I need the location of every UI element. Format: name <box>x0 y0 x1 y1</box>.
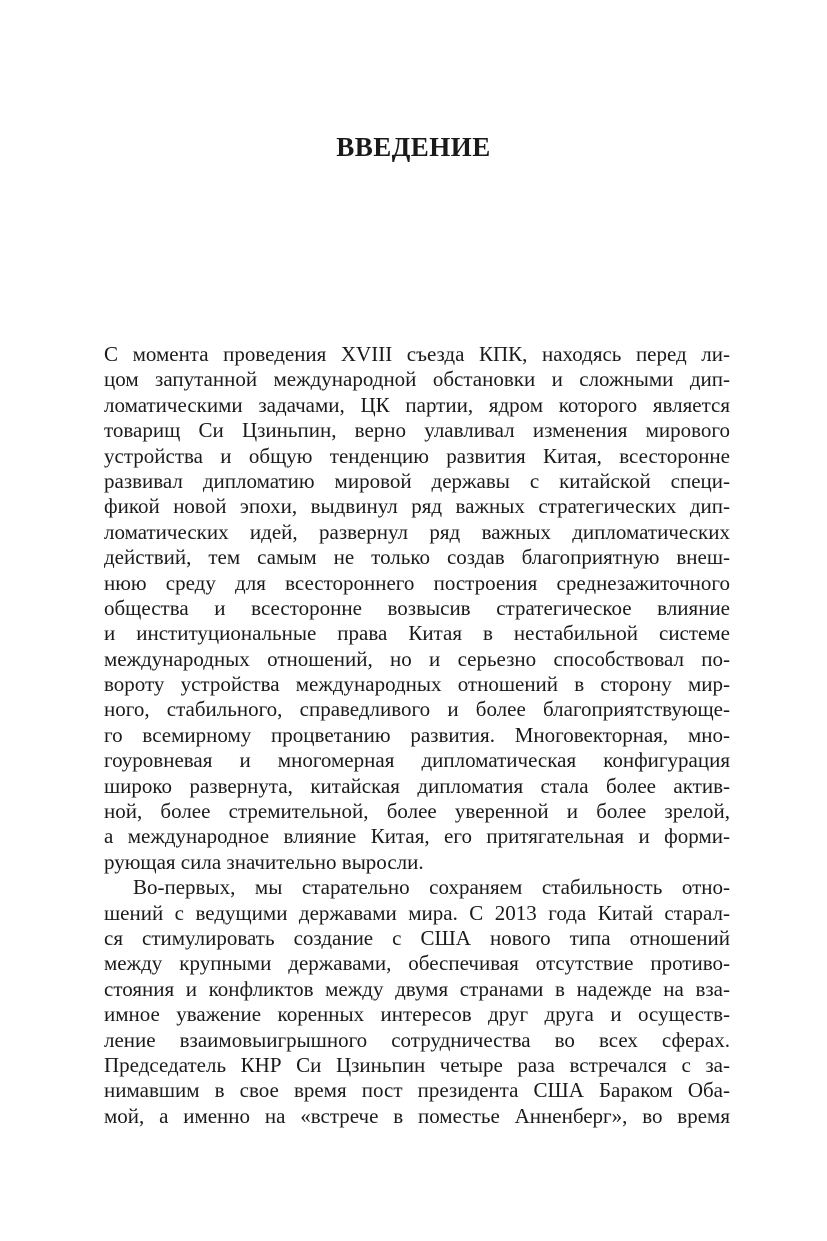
text-line: Председатель КНР Си Цзиньпин четыре раза встречался с за- <box>104 1052 730 1077</box>
text-line: международных отношений, но и серьезно способствовал по- <box>104 646 730 671</box>
text-line: ломатическими задачами, ЦК партии, ядром которого является <box>104 392 730 417</box>
text-line: гоуровневая и многомерная дипломатическая конфигурация <box>104 748 730 773</box>
chapter-title: ВВЕДЕНИЕ <box>336 132 491 162</box>
text-line: ление взаимовыигрышного сотрудничества во всех сферах. <box>104 1027 730 1052</box>
text-line: цом запутанной международной обстановки и сложными дип- <box>104 367 730 392</box>
text-line: и институциональные права Китая в нестабильной системе <box>104 621 730 646</box>
text-line: го всемирному процветанию развития. Многовекторная, мно- <box>104 722 730 747</box>
text-line: нимавшим в свое время пост президента США Бараком Оба- <box>104 1078 730 1103</box>
paragraph-1 <box>104 342 730 875</box>
text-line: действий, тем самым не только создав благоприятную внеш- <box>104 545 730 570</box>
text-line: ся стимулировать создание с США нового типа отношений <box>104 925 730 950</box>
text-line: мой, а именно на «встрече в поместье Анненберг», во время <box>104 1103 730 1128</box>
text-line: стояния и конфликтов между двумя странами в надежде на вза- <box>104 976 730 1001</box>
text-line: имное уважение коренных интересов друг друга и осуществ- <box>104 1002 730 1027</box>
text-line: Во-первых, мы старательно сохраняем стабильность отно- <box>133 875 730 900</box>
text-line: общества и всесторонне возвысив стратегическое влияние <box>104 595 730 620</box>
text-line: ной, более стремительной, более уверенной и более зрелой, <box>104 799 730 824</box>
text-line: ломатических идей, развернул ряд важных дипломатических <box>104 519 730 544</box>
text-line: вороту устройства международных отношений в сторону мир- <box>104 672 730 697</box>
text-line: С момента проведения XVIII съезда КПК, находясь перед ли- <box>104 342 730 366</box>
text-line: рующая сила значительно выросли. <box>104 849 424 874</box>
body-text <box>104 342 730 1129</box>
text-line: устройства и общую тенденцию развития Китая, всесторонне <box>104 443 730 468</box>
text-line: шений с ведущими державами мира. С 2013 года Китай старал- <box>104 900 730 925</box>
text-line: широко развернута, китайская дипломатия стала более актив- <box>104 773 730 798</box>
text-line: нюю среду для всестороннего построения среднезажиточного <box>104 570 730 595</box>
text-line: развивал дипломатию мировой державы с китайской специ- <box>104 468 730 493</box>
text-line: между крупными державами, обеспечивая отсутствие противо- <box>104 951 730 976</box>
text-line: товарищ Си Цзиньпин, верно улавливал изменения мирового <box>104 418 730 443</box>
text-line: а международное влияние Китая, его притягательная и форми- <box>104 824 730 849</box>
text-line: ного, стабильного, справедливого и более благоприятствующе- <box>104 697 730 722</box>
text-line: фикой новой эпохи, выдвинул ряд важных стратегических дип- <box>104 494 730 519</box>
paragraph-2 <box>104 875 730 1129</box>
